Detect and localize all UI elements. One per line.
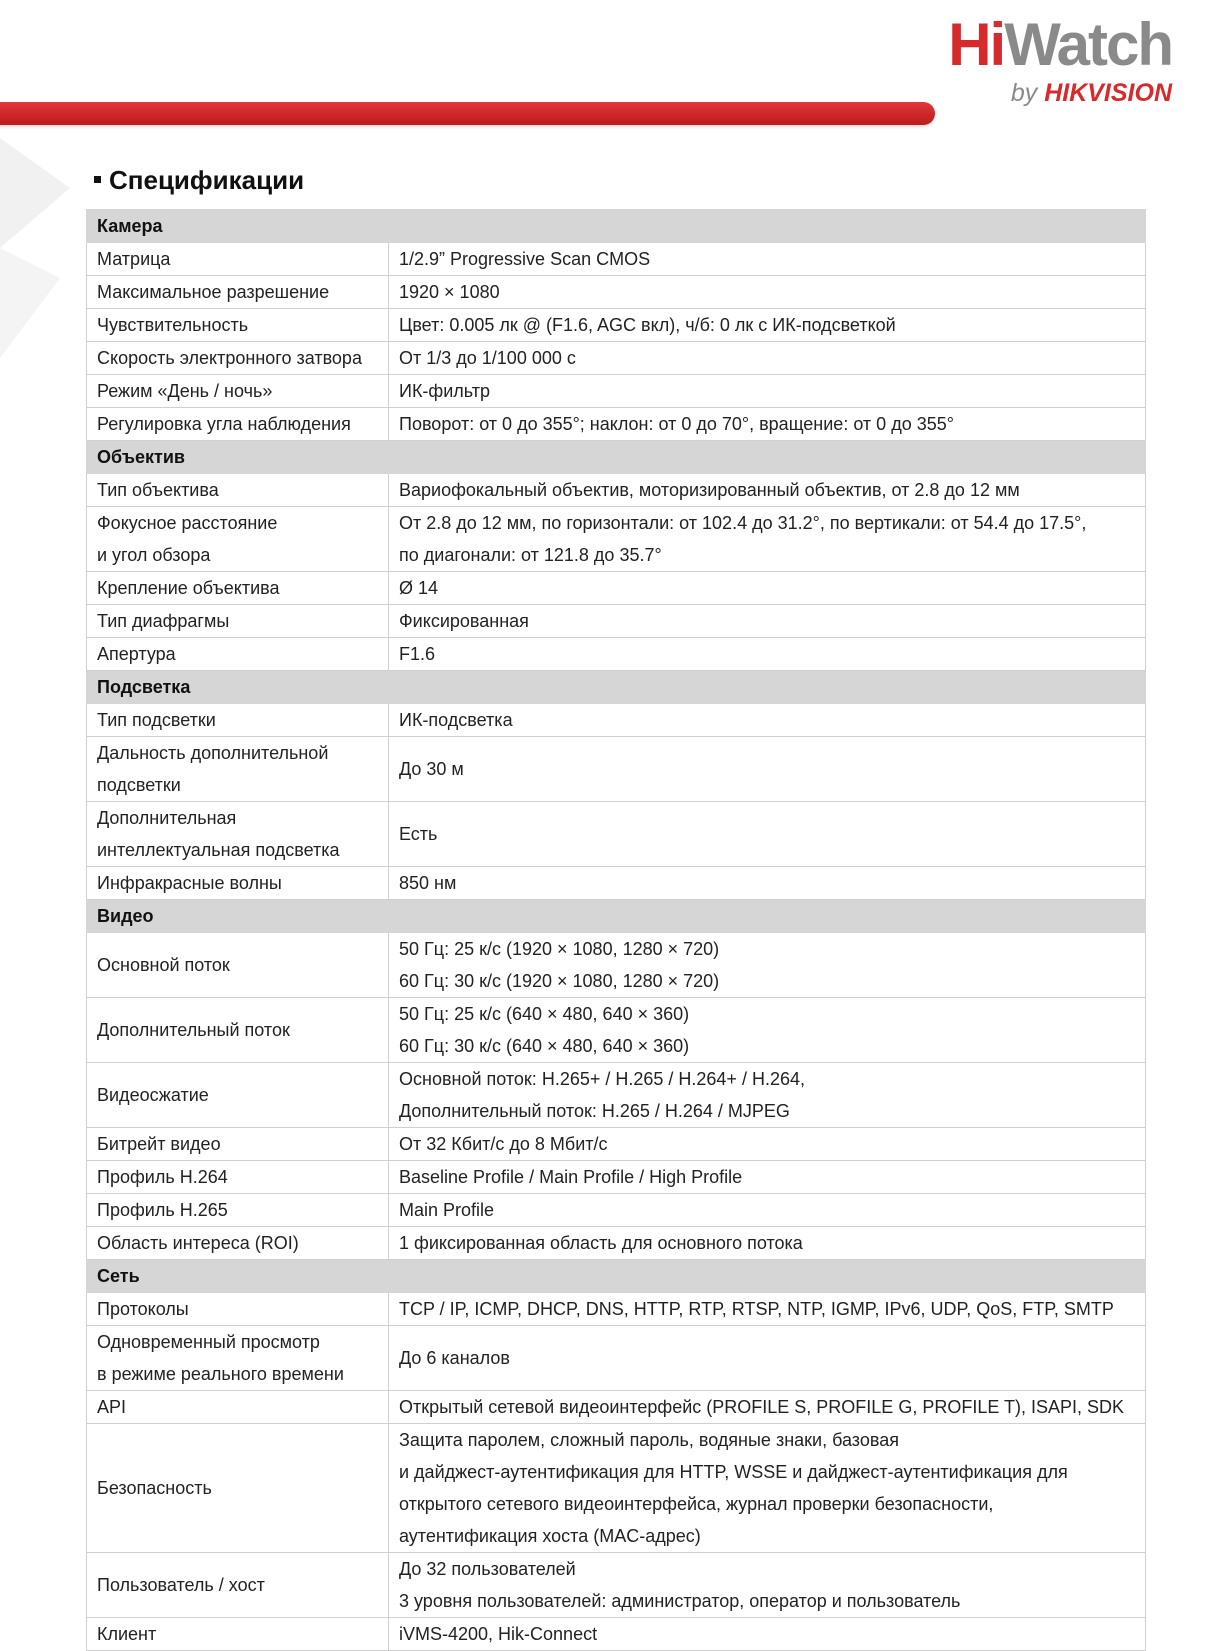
spec-label: Скорость электронного затвора [97,348,362,368]
group-row [87,441,1146,474]
logo-watch: Watch [1004,11,1172,78]
spec-label-cell [87,1194,389,1227]
spec-label-cell [87,408,389,441]
spec-value: 50 Гц: 25 к/с (640 × 480, 640 × 360) [399,1004,690,1024]
spec-label-cell [87,1063,389,1128]
spec-label: Клиент [97,1624,157,1644]
group-heading: Видео [87,900,1146,933]
spec-value: по диагонали: от 121.8 до 35.7° [399,545,662,565]
spec-label: Область интереса (ROI) [97,1233,299,1253]
spec-value-cell [389,572,1146,605]
spec-row [87,638,1146,671]
spec-label: Безопасность [97,1478,212,1498]
spec-row [87,1326,1146,1391]
logo-hi: Hi [948,11,1005,78]
spec-value-cell [389,507,1146,572]
hiwatch-logo [948,11,1172,108]
spec-row [87,342,1146,375]
spec-label: и угол обзора [97,545,211,565]
spec-label: API [97,1397,127,1417]
spec-value: 1 фиксированная область для основного потока [399,1233,803,1253]
spec-value: Дополнительный поток: H.265 / H.264 / MJPEG [399,1101,790,1121]
spec-value-cell [389,474,1146,507]
spec-value: Есть [399,824,438,844]
spec-label: Видеосжатие [97,1085,209,1105]
spec-label-cell [87,474,389,507]
spec-value: До 6 каналов [399,1348,510,1368]
spec-value: аутентификация хоста (MAC-адрес) [399,1526,701,1546]
spec-label: Пользователь / хост [97,1575,265,1595]
spec-label-cell [87,1326,389,1391]
spec-value: Защита паролем, сложный пароль, водяные знаки, базовая [399,1430,899,1450]
spec-value: TCP / IP, ICMP, DHCP, DNS, HTTP, RTP, RTSP, NTP, IGMP, IPv6, UDP, QoS, FTP, SMTP [399,1299,1114,1319]
spec-label-cell [87,1553,389,1618]
group-heading: Сеть [87,1260,1146,1293]
logo-wordmark [948,11,1172,78]
spec-row [87,375,1146,408]
spec-label-cell [87,933,389,998]
spec-row [87,605,1146,638]
spec-value: Открытый сетевой видеоинтерфейс (PROFILE S, PROFILE G, PROFILE T), ISAPI, SDK [399,1397,1125,1417]
spec-label: Профиль H.264 [97,1167,228,1187]
spec-row [87,1391,1146,1424]
spec-label: Дополнительная [97,808,237,828]
spec-value: Основной поток: H.265+ / H.265 / H.264+ / H.264, [399,1069,805,1089]
spec-value: Цвет: 0.005 лк @ (F1.6, AGC вкл), ч/б: 0 лк с ИК-подсветкой [399,315,896,335]
spec-row [87,1194,1146,1227]
spec-value: 1920 × 1080 [399,282,500,302]
spec-label: Профиль H.265 [97,1200,228,1220]
spec-row [87,1128,1146,1161]
spec-row [87,802,1146,867]
spec-row [87,867,1146,900]
spec-value-cell [389,375,1146,408]
spec-value: Main Profile [399,1200,495,1220]
spec-row [87,474,1146,507]
spec-value-cell [389,1326,1146,1391]
spec-row [87,998,1146,1063]
spec-label-cell [87,342,389,375]
group-heading: Подсветка [87,671,1146,704]
spec-value: Фиксированная [399,611,529,631]
spec-row [87,704,1146,737]
spec-label-cell [87,867,389,900]
watermark-graphic [0,128,90,368]
spec-value-cell [389,1618,1146,1651]
spec-label: Инфракрасные волны [97,873,282,893]
spec-label: Дополнительный поток [97,1020,290,1040]
spec-value-cell [389,998,1146,1063]
spec-value: До 30 м [399,759,464,779]
spec-label: в режиме реального времени [97,1364,344,1384]
spec-value-cell [389,638,1146,671]
spec-label-cell [87,276,389,309]
spec-row [87,1063,1146,1128]
spec-row [87,933,1146,998]
spec-row [87,572,1146,605]
group-row [87,900,1146,933]
section-title [94,165,304,196]
spec-value: и дайджест-аутентификация для HTTP, WSSE и дайджест-аутентификация для [399,1462,1068,1482]
spec-value: Вариофокальный объектив, моторизированный объектив, от 2.8 до 12 мм [399,480,1020,500]
spec-value-cell [389,1553,1146,1618]
spec-value: 50 Гц: 25 к/с (1920 × 1080, 1280 × 720) [399,939,720,959]
spec-value-cell [389,1293,1146,1326]
spec-label-cell [87,243,389,276]
spec-label: Апертура [97,644,176,664]
group-row [87,671,1146,704]
spec-value-cell [389,802,1146,867]
group-row [87,1260,1146,1293]
spec-value: От 2.8 до 12 мм, по горизонтали: от 102.4 до 31.2°, по вертикали: от 54.4 до 17.5°, [399,513,1087,533]
spec-label-cell [87,1161,389,1194]
spec-value: ИК-подсветка [399,710,513,730]
spec-value: До 32 пользователей [399,1559,576,1579]
spec-label: интеллектуальная подсветка [97,840,340,860]
header-red-bar [0,102,935,125]
spec-row [87,1161,1146,1194]
spec-label-cell [87,605,389,638]
spec-row [87,1618,1146,1651]
spec-label-cell [87,375,389,408]
spec-label-cell [87,737,389,802]
spec-label-cell [87,1293,389,1326]
spec-value: Baseline Profile / Main Profile / High Profile [399,1167,743,1187]
spec-label: Протоколы [97,1299,189,1319]
spec-value: От 32 Кбит/с до 8 Мбит/с [399,1134,608,1154]
group-row [87,210,1146,243]
spec-value: 1/2.9” Progressive Scan CMOS [399,249,651,269]
spec-label: Тип подсветки [97,710,216,730]
spec-value: 60 Гц: 30 к/с (1920 × 1080, 1280 × 720) [399,971,720,991]
spec-label-cell [87,998,389,1063]
spec-value: Ø 14 [399,578,439,598]
group-heading: Камера [87,210,1146,243]
spec-value-cell [389,243,1146,276]
spec-value-cell [389,1194,1146,1227]
spec-label: Максимальное разрешение [97,282,330,302]
spec-label-cell [87,802,389,867]
spec-label: Дальность дополнительной [97,743,329,763]
spec-value-cell [389,1063,1146,1128]
spec-label-cell [87,309,389,342]
section-title-text: Спецификации [109,165,305,195]
spec-value-cell [389,1161,1146,1194]
specifications-body [87,210,1146,1651]
spec-label-cell [87,1128,389,1161]
spec-value-cell [389,342,1146,375]
spec-value-cell [389,309,1146,342]
spec-row [87,1227,1146,1260]
spec-label-cell [87,1424,389,1553]
spec-value-cell [389,1227,1146,1260]
spec-label: подсветки [97,775,181,795]
spec-value-cell [389,408,1146,441]
spec-label: Крепление объектива [97,578,280,598]
specifications-table [86,209,1146,1651]
spec-label-cell [87,1227,389,1260]
spec-label: Одновременный просмотр [97,1332,320,1352]
spec-label: Битрейт видео [97,1134,221,1154]
spec-label: Основной поток [97,955,230,975]
spec-label: Фокусное расстояние [97,513,278,533]
spec-row [87,1424,1146,1553]
spec-value-cell [389,933,1146,998]
square-bullet-icon [94,176,101,183]
spec-label: Тип диафрагмы [97,611,230,631]
spec-value-cell [389,1391,1146,1424]
spec-label: Чувствительность [97,315,249,335]
spec-row [87,309,1146,342]
spec-label-cell [87,1391,389,1424]
spec-label: Матрица [97,249,171,269]
spec-value-cell [389,276,1146,309]
spec-value: ИК-фильтр [399,381,491,401]
spec-value: От 1/3 до 1/100 000 с [399,348,576,368]
spec-value-cell [389,704,1146,737]
spec-label-cell [87,1618,389,1651]
spec-label-cell [87,638,389,671]
spec-value: F1.6 [399,644,436,664]
spec-label-cell [87,704,389,737]
spec-value-cell [389,1424,1146,1553]
spec-value: iVMS-4200, Hik-Connect [399,1624,598,1644]
logo-byline [948,78,1172,108]
spec-value-cell [389,605,1146,638]
spec-label: Регулировка угла наблюдения [97,414,351,434]
logo-hikvision: HIKVISION [1044,79,1172,107]
spec-value: открытого сетевого видеоинтерфейса, журнал проверки безопасности, [399,1494,994,1514]
spec-label-cell [87,572,389,605]
spec-value-cell [389,737,1146,802]
group-heading: Объектив [87,441,1146,474]
spec-value: 850 нм [399,873,457,893]
spec-row [87,243,1146,276]
spec-row [87,1553,1146,1618]
spec-value-cell [389,1128,1146,1161]
spec-value: 60 Гц: 30 к/с (640 × 480, 640 × 360) [399,1036,690,1056]
spec-row [87,1293,1146,1326]
page-header [0,0,1208,140]
logo-by: by [1010,79,1038,107]
spec-row [87,507,1146,572]
spec-value: 3 уровня пользователей: администратор, оператор и пользователь [399,1591,961,1611]
spec-label: Тип объектива [97,480,219,500]
spec-label: Режим «День / ночь» [97,381,273,401]
spec-label-cell [87,507,389,572]
spec-value: Поворот: от 0 до 355°; наклон: от 0 до 70°, вращение: от 0 до 355° [399,414,954,434]
spec-value-cell [389,867,1146,900]
spec-row [87,408,1146,441]
spec-row [87,737,1146,802]
spec-row [87,276,1146,309]
